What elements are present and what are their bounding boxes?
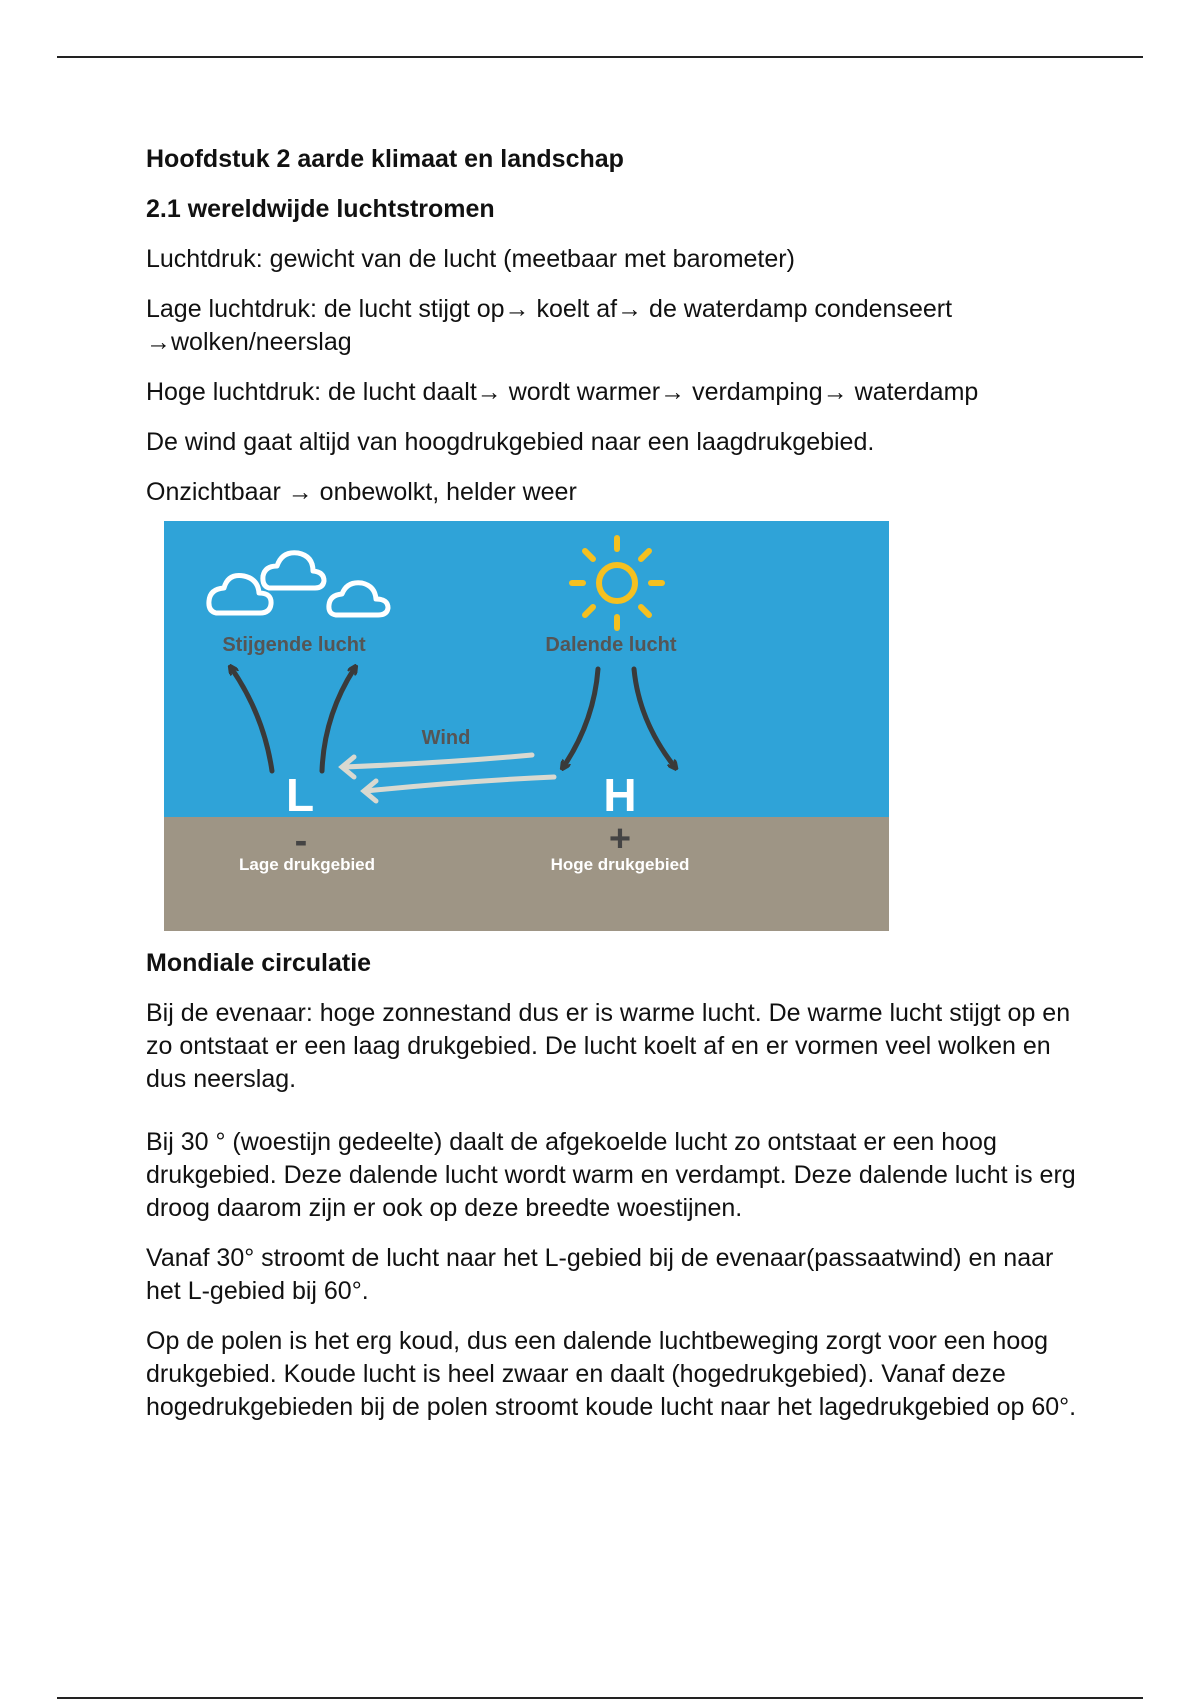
high-pressure-letter: H [603, 769, 637, 821]
low-pressure-area-label: Lage drukgebied [238, 855, 376, 874]
paragraph-evenaar: Bij de evenaar: hoge zonnestand dus er is warme lucht. De warme lucht stijgt op en zo ontstaat er een laag drukgebied. De lucht koelt af en er vormen veel wolken en dus neerslag. [146, 999, 1071, 1093]
low-pressure-sign: - [294, 820, 308, 862]
paragraph-lage-luchtdruk: Lage luchtdruk: de lucht stijgt op→ koelt af→ de waterdamp condenseert →wolken/neerslag [146, 295, 953, 356]
paragraph-vanaf-30: Vanaf 30° stroomt de lucht naar het L-gebied bij de evenaar(passaatwind) en naar het L-gebied bij 60°. [146, 1244, 1054, 1305]
section-heading: 2.1 wereldwijde luchtstromen [146, 195, 495, 223]
ground-area [164, 817, 889, 931]
paragraph-onzichtbaar: Onzichtbaar → onbewolkt, helder weer [146, 478, 577, 506]
mondiale-heading: Mondiale circulatie [146, 949, 372, 977]
pressure-diagram-svg [164, 521, 889, 931]
top-rule [57, 56, 1143, 58]
bottom-rule [57, 1697, 1143, 1699]
high-pressure-area-label: Hoge drukgebied [550, 855, 690, 874]
paragraph-polen: Op de polen is het erg koud, dus een dalende luchtbeweging zorgt voor een hoog drukgebied. Koude lucht is heel zwaar en daalt (hogedrukgebied). Vanaf deze hogedrukgebieden bij de polen stroomt koude lucht naar het lagedrukgebied op 60°. [146, 1327, 1077, 1421]
wind-label: Wind [421, 727, 471, 749]
paragraph-luchtdruk: Luchtdruk: gewicht van de lucht (meetbaar met barometer) [146, 245, 795, 273]
pressure-diagram [164, 521, 889, 931]
sinking-air-label: Dalende lucht [545, 634, 677, 656]
paragraph-wind: De wind gaat altijd van hoogdrukgebied naar een laagdrukgebied. [146, 428, 875, 456]
paragraph-hoge-luchtdruk: Hoge luchtdruk: de lucht daalt→ wordt warmer→ verdamping→ waterdamp [146, 378, 979, 406]
rising-air-label: Stijgende lucht [222, 634, 366, 656]
high-pressure-sign: + [608, 818, 632, 860]
low-pressure-letter: L [285, 769, 315, 821]
document-body [146, 143, 1086, 1441]
paragraph-30-graden: Bij 30 ° (woestijn gedeelte) daalt de afgekoelde lucht zo ontstaat er een hoog drukgebied. Deze dalende lucht wordt warm en verdampt. Deze dalende lucht is erg droog daarom zijn er ook op deze breedte woestijnen. [146, 1128, 1076, 1222]
chapter-heading: Hoofdstuk 2 aarde klimaat en landschap [146, 145, 624, 173]
